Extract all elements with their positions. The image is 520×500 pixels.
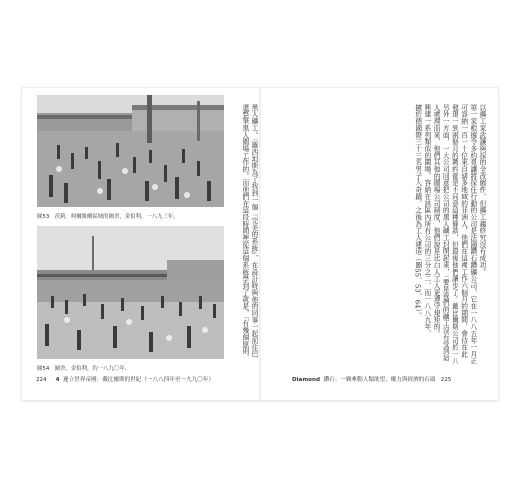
text-column: 發現一到兩個月的聘約都是不同意這種條款，但最後他們讓步了。戴比爾斯公司於一八	[450, 104, 459, 365]
page-number: 224	[36, 377, 47, 383]
footer-left	[36, 375, 214, 383]
running-head: 遲立世界帝國：戴比爾斯的世紀（一八八四年至一九九〇年）	[63, 377, 215, 383]
figure-caption: 圖53 茨莉．柯爾維爾區域的圖舍，金伯利，一八九三年。	[37, 214, 179, 220]
text-column: 第一家根據令多約覓讓將採任行動的公司是法國鑽石鑽礦公司，它在一八八五年一月正	[468, 104, 477, 365]
figure-caption: 圖54 圖舍，金伯利，約一八九〇年。	[37, 366, 131, 372]
text-column: 擴於德國際三十三名男子入奇蹟，之後為工人建造（圖55、53、64）。	[413, 104, 422, 319]
photo-compound-1890	[37, 226, 224, 359]
text-column: 黑人礦工。「羅西坦斯為了找到一個『完美的系統』，在設計時與他的同事一起前往巴	[250, 104, 258, 358]
running-head: 鑽石：一顆牽動人類欲望、權力與經濟的石頭	[323, 377, 436, 383]
left-page-text	[234, 104, 258, 366]
chapter-number: 4	[55, 377, 60, 383]
running-head-title: Diamond	[292, 377, 320, 383]
footer-right	[292, 375, 451, 383]
right-page-text	[268, 104, 486, 366]
text-column: 另外一方面，一大公司同意把公司的黑人礦工封閉起來，「要是我們的礦工沒有受到這	[441, 104, 450, 361]
book-gutter	[259, 88, 261, 400]
text-column: 以擴工家武讓與採的全改僱件，但擴工趨終究沒有成功。	[478, 104, 486, 276]
text-column: 人處理而來，他們其他的圍場公司制度，他們說是比白人工人更遵守規矩的。	[432, 104, 441, 337]
text-column: 還整筆黑人圍場工作的。而他們在這段時間裡從這個系統學到了就是，「有幾個原則，	[240, 104, 249, 361]
page-number: 225	[440, 377, 452, 383]
text-column: 可容納一百一十位來自諸多地域的非洲人，他們在這裡工作六個月的期間，會待在此	[459, 104, 468, 358]
photo-compound-1893	[37, 95, 224, 207]
text-column: 興建一系列類似的圍場，容納在該區內所有公司的三分之二，而一八八九年，	[422, 104, 431, 337]
